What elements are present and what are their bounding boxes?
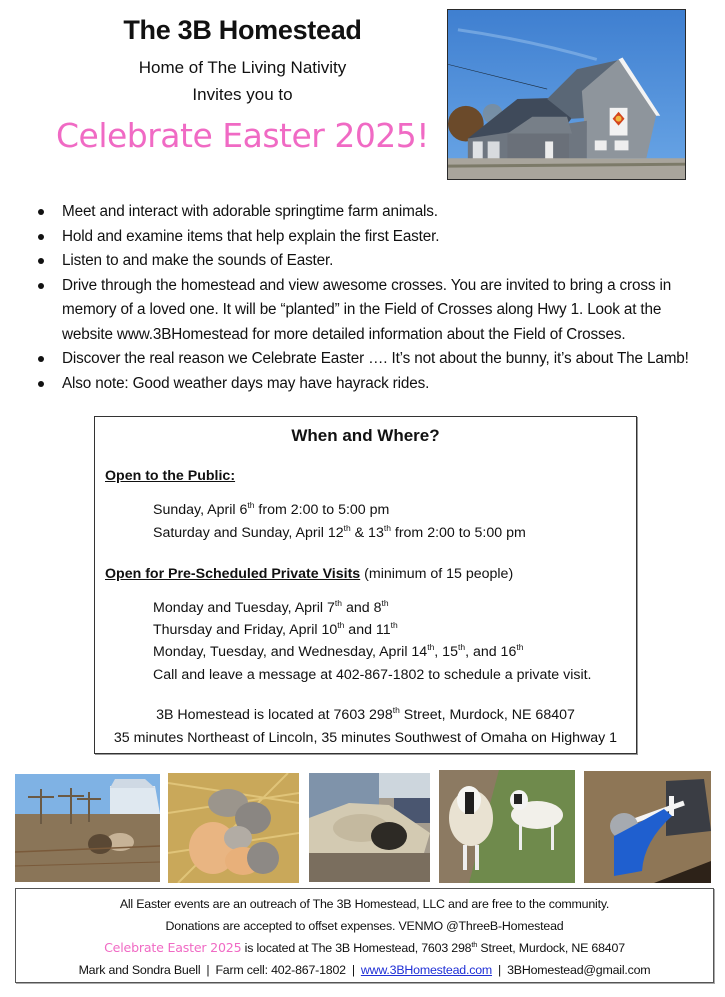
- public-date: Sunday, April 6th from 2:00 to 5:00 pm: [153, 500, 390, 518]
- private-date: Thursday and Friday, April 10th and 11th: [153, 620, 398, 638]
- photo-crosses-donkeys: [15, 774, 160, 882]
- bullet-icon: [38, 356, 44, 362]
- contact-line: Mark and Sondra Buell | Farm cell: 402-867-1802 | www.3BHomestead.com | 3BHomestead@gmail.com: [78, 962, 651, 977]
- outreach-note: All Easter events are an outreach of The 3B Homestead, LLC and are free to the community.: [119, 897, 610, 911]
- bullet-icon: [38, 234, 44, 240]
- celebrate-label: Celebrate Easter 2025: [104, 940, 242, 955]
- directions-line: 35 minutes Northeast of Lincoln, 35 minutes Southwest of Omaha on Highway 1: [113, 730, 618, 746]
- when-and-where-box: [94, 416, 637, 754]
- celebrate-heading: Celebrate Easter 2025!: [55, 116, 430, 155]
- photo-empty-tomb: [309, 773, 430, 882]
- private-heading: Open for Pre-Scheduled Private Visits (minimum of 15 people): [105, 566, 514, 582]
- footer-box: [15, 888, 714, 983]
- header: [40, 12, 445, 160]
- feature-list: [62, 200, 725, 396]
- photo-sheep-lamb: [439, 770, 575, 883]
- location-line: 3B Homestead is located at 7603 298th Street, Murdock, NE 68407: [156, 705, 575, 723]
- barn-photo: [447, 9, 686, 180]
- list-item: Discover the real reason we Celebrate Easter …. It’s not about the bunny, it’s about The Lamb!: [62, 347, 725, 372]
- public-heading: Open to the Public:: [105, 468, 236, 484]
- list-item: Listen to and make the sounds of Easter.: [62, 249, 725, 274]
- invite-text: Invites you to: [192, 85, 293, 104]
- list-item: Meet and interact with adorable springtime farm animals.: [62, 200, 725, 225]
- page-title: The 3B Homestead: [123, 15, 362, 45]
- subtitle: Home of The Living Nativity: [138, 58, 347, 77]
- farm-phone: Farm cell: 402-867-1802: [215, 962, 346, 977]
- list-item: Also note: Good weather days may have hayrack rides.: [62, 372, 725, 397]
- when-title: When and Where?: [291, 426, 440, 445]
- email-address: 3BHomestead@gmail.com: [507, 962, 651, 977]
- bullet-icon: [38, 381, 44, 387]
- website-link[interactable]: www.3BHomestead.com: [360, 962, 493, 977]
- call-line: Call and leave a message at 402-867-1802 to schedule a private visit.: [153, 667, 592, 683]
- donations-note: Donations are accepted to offset expenses. VENMO @ThreeB-Homestead: [165, 918, 564, 933]
- photo-kittens: [168, 773, 299, 883]
- public-date: Saturday and Sunday, April 12th & 13th from 2:00 to 5:00 pm: [153, 523, 526, 541]
- bullet-icon: [38, 209, 44, 215]
- private-date: Monday, Tuesday, and Wednesday, April 14th, 15th, and 16th: [153, 642, 524, 660]
- bullet-icon: [38, 283, 44, 289]
- list-item: Drive through the homestead and view awesome crosses. You are invited to bring a cross in memory of a loved one. It will be “planted” in the Field of Crosses along Hwy 1. Look at the website www.3BHomestead for more detailed information about the Field of Crosses.: [62, 274, 725, 348]
- private-date: Monday and Tuesday, April 7th and 8th: [153, 598, 389, 616]
- bullet-icon: [38, 258, 44, 264]
- event-location: Celebrate Easter 2025 is located at The 3B Homestead, 7603 298th Street, Murdock, NE 68407: [104, 940, 625, 955]
- list-item: Hold and examine items that help explain the first Easter.: [62, 225, 725, 250]
- photo-child-with-cross: [584, 771, 711, 883]
- owner-names: Mark and Sondra Buell: [78, 962, 201, 977]
